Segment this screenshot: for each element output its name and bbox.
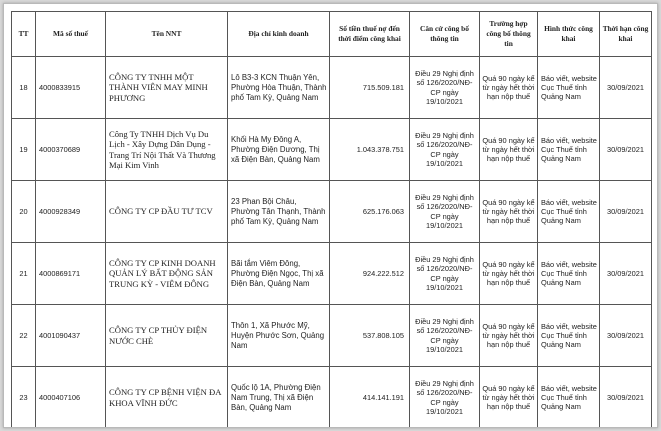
disclosure-basis: Điều 29 Nghị định số 126/2020/NĐ-CP ngày 19/10/2021 (410, 367, 480, 429)
table-row (12, 367, 652, 429)
debt-amount: 715.509.181 (330, 57, 410, 119)
disclosure-deadline: 30/09/2021 (600, 305, 652, 367)
disclosure-case: Quá 90 ngày kể từ ngày hết thời hạn nộp thuế (480, 57, 538, 119)
table-row (12, 243, 652, 305)
header-disclosure-form: Hình thức công khai (538, 12, 600, 57)
disclosure-deadline: 30/09/2021 (600, 57, 652, 119)
document-frame (3, 3, 658, 428)
debt-amount: 1.043.378.751 (330, 119, 410, 181)
disclosure-case: Quá 90 ngày kể từ ngày hết thời hạn nộp thuế (480, 367, 538, 429)
disclosure-form: Báo viết, website Cục Thuế tỉnh Quảng Nam (538, 119, 600, 181)
row-number: 18 (12, 57, 36, 119)
debt-amount: 924.222.512 (330, 243, 410, 305)
disclosure-deadline: 30/09/2021 (600, 243, 652, 305)
table-row (12, 119, 652, 181)
header-taxpayer-name: Tên NNT (106, 12, 228, 57)
business-address: Bãi tắm Viêm Đông, Phường Điện Ngọc, Thị xã Điện Bàn, Quảng Nam (228, 243, 330, 305)
tax-code: 4000407106 (36, 367, 106, 429)
disclosure-basis: Điều 29 Nghị định số 126/2020/NĐ-CP ngày 19/10/2021 (410, 243, 480, 305)
disclosure-deadline: 30/09/2021 (600, 119, 652, 181)
row-number: 19 (12, 119, 36, 181)
table-row (12, 181, 652, 243)
taxpayer-name: Công Ty TNHH Dịch Vụ Du Lịch - Xây Dựng Dân Dụng - Trang Trí Nội Thất Và Thương Mại Kim Vinh (106, 119, 228, 181)
disclosure-form: Báo viết, website Cục Thuế tỉnh Quảng Nam (538, 305, 600, 367)
table-row (12, 305, 652, 367)
debt-amount: 537.808.105 (330, 305, 410, 367)
header-disclosure-case: Trường hợp công bố thông tin (480, 12, 538, 57)
row-number: 23 (12, 367, 36, 429)
disclosure-form: Báo viết, website Cục Thuế tỉnh Quảng Nam (538, 181, 600, 243)
taxpayer-name: CÔNG TY CP KINH DOANH QUẢN LÝ BẤT ĐỘNG SẢN TRUNG KỲ - VIÊM ĐÔNG (106, 243, 228, 305)
disclosure-case: Quá 90 ngày kể từ ngày hết thời hạn nộp thuế (480, 119, 538, 181)
header-tt: TT (12, 12, 36, 57)
business-address: Quốc lộ 1A, Phường Điện Nam Trung, Thị xã Điện Bàn, Quảng Nam (228, 367, 330, 429)
disclosure-case: Quá 90 ngày kể từ ngày hết thời hạn nộp thuế (480, 305, 538, 367)
header-business-address: Địa chỉ kinh doanh (228, 12, 330, 57)
disclosure-basis: Điều 29 Nghị định số 126/2020/NĐ-CP ngày 19/10/2021 (410, 305, 480, 367)
business-address: 23 Phan Bội Châu, Phường Tân Thạnh, Thành phố Tam Kỳ, Quảng Nam (228, 181, 330, 243)
disclosure-form: Báo viết, website Cục Thuế tỉnh Quảng Nam (538, 367, 600, 429)
row-number: 20 (12, 181, 36, 243)
taxpayer-name: CÔNG TY CP ĐẦU TƯ TCV (106, 181, 228, 243)
disclosure-case: Quá 90 ngày kể từ ngày hết thời hạn nộp thuế (480, 181, 538, 243)
table-header-row (12, 12, 652, 57)
header-disclosure-deadline: Thời hạn công khai (600, 12, 652, 57)
disclosure-deadline: 30/09/2021 (600, 181, 652, 243)
tax-code: 4001090437 (36, 305, 106, 367)
disclosure-basis: Điều 29 Nghị định số 126/2020/NĐ-CP ngày 19/10/2021 (410, 181, 480, 243)
disclosure-form: Báo viết, website Cục Thuế tỉnh Quảng Nam (538, 243, 600, 305)
header-debt-amount: Số tiền thuế nợ đến thời điểm công khai (330, 12, 410, 57)
disclosure-form: Báo viết, website Cục Thuế tỉnh Quảng Nam (538, 57, 600, 119)
business-address: Thôn 1, Xã Phước Mỹ, Huyện Phước Sơn, Quảng Nam (228, 305, 330, 367)
disclosure-basis: Điều 29 Nghị định số 126/2020/NĐ-CP ngày 19/10/2021 (410, 119, 480, 181)
row-number: 21 (12, 243, 36, 305)
header-disclosure-basis: Căn cứ công bố thông tin (410, 12, 480, 57)
tax-code: 4000370689 (36, 119, 106, 181)
disclosure-basis: Điều 29 Nghị định số 126/2020/NĐ-CP ngày 19/10/2021 (410, 57, 480, 119)
taxpayer-name: CÔNG TY CP THỦY ĐIỆN NƯỚC CHÈ (106, 305, 228, 367)
taxpayer-name: CÔNG TY CP BỆNH VIỆN ĐA KHOA VĨNH ĐỨC (106, 367, 228, 429)
disclosure-case: Quá 90 ngày kể từ ngày hết thời hạn nộp thuế (480, 243, 538, 305)
debt-amount: 414.141.191 (330, 367, 410, 429)
table-row (12, 57, 652, 119)
row-number: 22 (12, 305, 36, 367)
header-tax-code: Mã số thuế (36, 12, 106, 57)
tax-debt-table (11, 11, 652, 428)
debt-amount: 625.176.063 (330, 181, 410, 243)
tax-code: 4000833915 (36, 57, 106, 119)
taxpayer-name: CÔNG TY TNHH MỘT THÀNH VIÊN MAY MINH PHƯƠNG (106, 57, 228, 119)
business-address: Lô B3-3 KCN Thuận Yên, Phường Hòa Thuận, Thành phố Tam Kỳ, Quảng Nam (228, 57, 330, 119)
business-address: Khối Hà My Đông A, Phường Điện Dương, Thị xã Điện Bàn, Quảng Nam (228, 119, 330, 181)
tax-code: 4000928349 (36, 181, 106, 243)
tax-code: 4000869171 (36, 243, 106, 305)
disclosure-deadline: 30/09/2021 (600, 367, 652, 429)
